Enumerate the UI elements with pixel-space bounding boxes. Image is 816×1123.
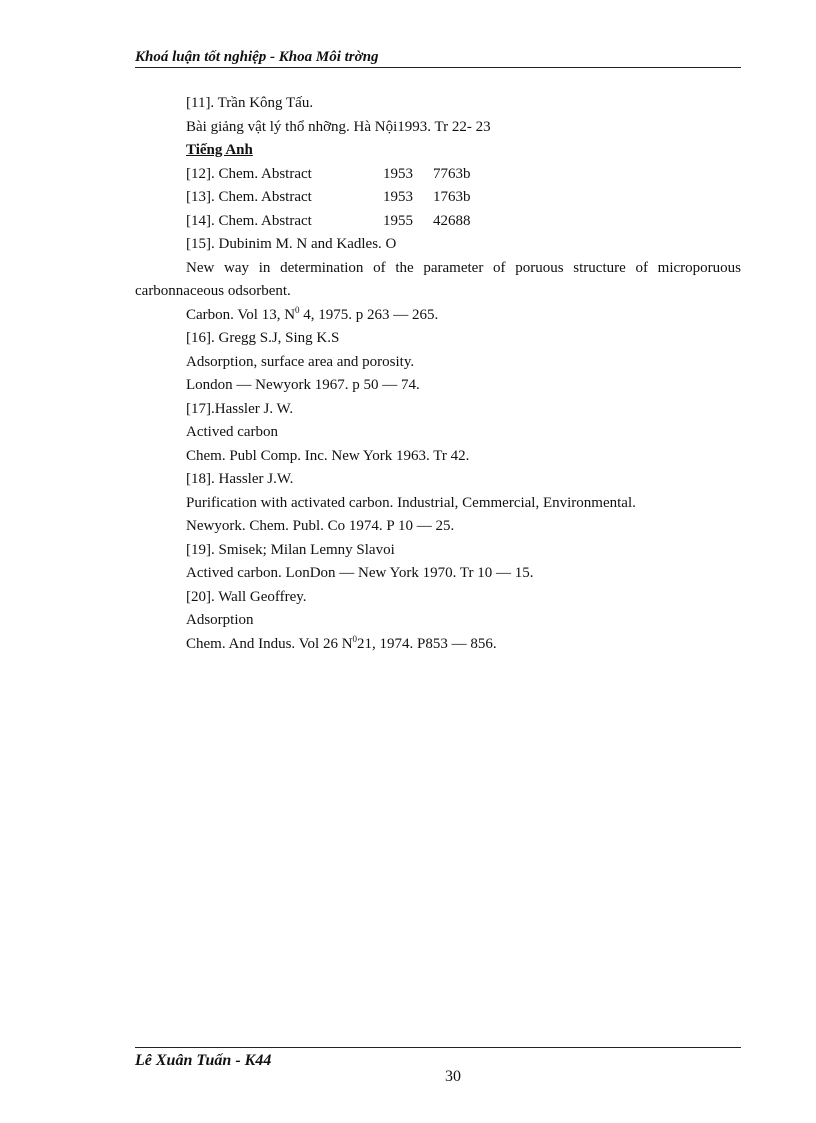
reference-14 [135,210,741,234]
reference-14-code: 42688 [433,212,471,229]
reference-20-label: [20]. Wall Geoffrey. [186,588,307,605]
reference-19-label: [19]. Smisek; Milan Lemny Slavoi [186,541,395,558]
reference-18-source: Newyork. Chem. Publ. Co 1974. P 10 — 25. [186,518,455,534]
reference-18-label: [18]. Hassler J.W. [186,471,294,487]
reference-11-text: Bài giảng vật lý thổ nhỡng. Hà Nội1993. Tr 22- 23 [186,118,491,135]
reference-list [135,92,741,656]
reference-17-label: [17].Hassler J. W. [186,400,294,417]
reference-20-title: Adsorption [186,612,254,628]
page-header: Khoá luận tốt nghiệp - Khoa Môi trờng [135,48,741,68]
reference-15-label: [15]. Dubinim M. N and Kadles. O [186,236,397,252]
reference-20-source-sup: 0 [352,633,358,644]
reference-12-label: [12]. Chem. Abstract [186,165,312,182]
reference-12-code: 7763b [433,165,471,182]
reference-12-year: 1953 [383,165,413,182]
reference-15-source-b: 4, 1975. p 263 — 265. [299,306,439,323]
footer-author: Lê Xuân Tuấn - K44 [135,1052,272,1069]
reference-13-year: 1953 [383,189,413,205]
reference-13-code: 1763b [433,189,471,205]
reference-16-title: Adsorption, surface area and porosity. [186,353,415,370]
reference-17-source: Chem. Publ Comp. Inc. New York 1963. Tr 42. [186,447,470,464]
reference-11-label: [11]. Trần Kông Tấu. [186,95,314,111]
reference-20-source [135,633,741,657]
footer-divider [135,1047,741,1048]
reference-16-source: London — Newyork 1967. p 50 — 74. [186,377,420,393]
reference-15-source [135,304,741,328]
reference-13 [135,186,741,210]
reference-18-title: Purification with activated carbon. Industrial, Cemmercial, Environmental. [186,494,636,511]
reference-14-label: [14]. Chem. Abstract [186,212,312,229]
reference-15-title: New way in determination of the parameter of poruous structure of microporuous carbonnaceous odsorbent. [135,259,741,299]
reference-13-label: [13]. Chem. Abstract [186,189,312,205]
reference-14-year: 1955 [383,212,413,229]
reference-17-title: Actived carbon [186,424,279,440]
page-number: 30 [445,1068,461,1085]
reference-15-source-a: Carbon. Vol 13, N [186,306,296,323]
reference-19-title: Actived carbon. LonDon — New York 1970. Tr 10 — 15. [186,565,534,581]
reference-12 [135,163,741,187]
reference-15-source-sup: 0 [295,304,300,315]
reference-16-label: [16]. Gregg S.J, Sing K.S [186,330,340,346]
reference-20-source-a: Chem. And Indus. Vol 26 N [186,635,353,652]
english-section-heading: Tiếng Anh [186,142,253,158]
reference-20-source-b: 21, 1974. P853 — 856. [357,635,497,652]
